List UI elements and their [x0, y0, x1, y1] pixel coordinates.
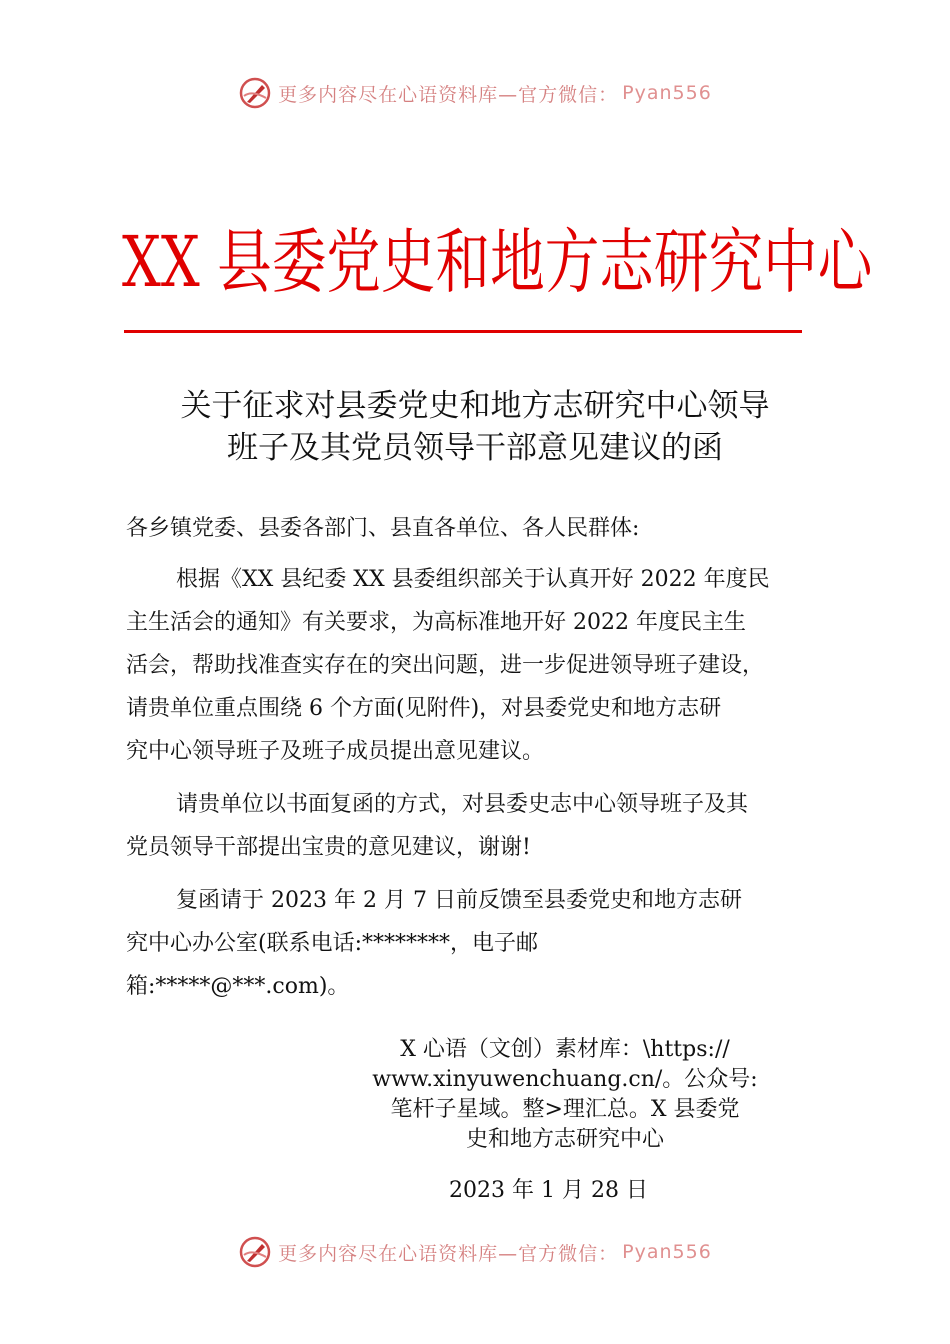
signature-line: X 心语（文创）素材库：\https://	[400, 1037, 730, 1062]
signature-line: 史和地方志研究中心	[465, 1127, 664, 1152]
paragraph-line: 究中心领导班子及班子成员提出意见建议。	[126, 739, 545, 764]
quill-logo-icon	[238, 76, 272, 110]
document-body	[126, 508, 846, 1018]
signature-line: www.xinyuwenchuang.cn/。公众号:	[372, 1067, 758, 1092]
document-title	[100, 385, 850, 469]
paragraph-line: 请贵单位以书面复函的方式，对县委史志中心领导班子及其	[176, 792, 749, 817]
paragraph-line: 究中心办公室(联系电话:********，电子邮	[126, 931, 538, 956]
watermark-top	[0, 73, 950, 113]
paragraph-line: 活会，帮助找准查实存在的突出问题，进一步促进领导班子建设，	[126, 653, 765, 678]
signature-date: 2023 年 1 月 28 日	[449, 1178, 648, 1203]
watermark-text: 更多内容尽在心语资料库—官方微信：	[278, 1242, 619, 1265]
paragraph	[126, 879, 846, 1008]
paragraph-line: 箱:*****@***.com)。	[126, 974, 350, 999]
watermark-wechat-id: Pyan556	[622, 1241, 712, 1263]
watermark-text: 更多内容尽在心语资料库—官方微信：	[278, 83, 619, 106]
quill-logo-icon	[238, 1235, 272, 1269]
letterhead-divider	[124, 330, 802, 333]
paragraph-line: 主生活会的通知》有关要求，为高标准地开好 2022 年度民主生	[126, 610, 746, 635]
signature-block	[355, 1035, 775, 1155]
signature-line: 笔杆子星域。整>理汇总。X 县委党	[390, 1097, 740, 1122]
salutation: 各乡镇党委、县委各部门、县直各单位、各人民群体:	[126, 516, 640, 541]
paragraph-line: 根据《XX 县纪委 XX 县委组织部关于认真开好 2022 年度民	[176, 567, 770, 592]
paragraph	[126, 558, 846, 773]
paragraph-line: 党员领导干部提出宝贵的意见建议，谢谢!	[126, 835, 531, 860]
document-title-line: 关于征求对县委党史和地方志研究中心领导	[180, 388, 770, 424]
letterhead-title: XX 县委党史和地方志研究中心	[122, 221, 873, 303]
document-title-line: 班子及其党员领导干部意见建议的函	[227, 430, 723, 466]
watermark-wechat-id: Pyan556	[622, 82, 712, 104]
paragraph-line: 请贵单位重点围绕 6 个方面(见附件)，对县委党史和地方志研	[126, 696, 722, 721]
paragraph	[126, 783, 846, 869]
watermark-bottom	[0, 1232, 950, 1272]
paragraph-line: 复函请于 2023 年 2 月 7 日前反馈至县委党史和地方志研	[176, 888, 742, 913]
